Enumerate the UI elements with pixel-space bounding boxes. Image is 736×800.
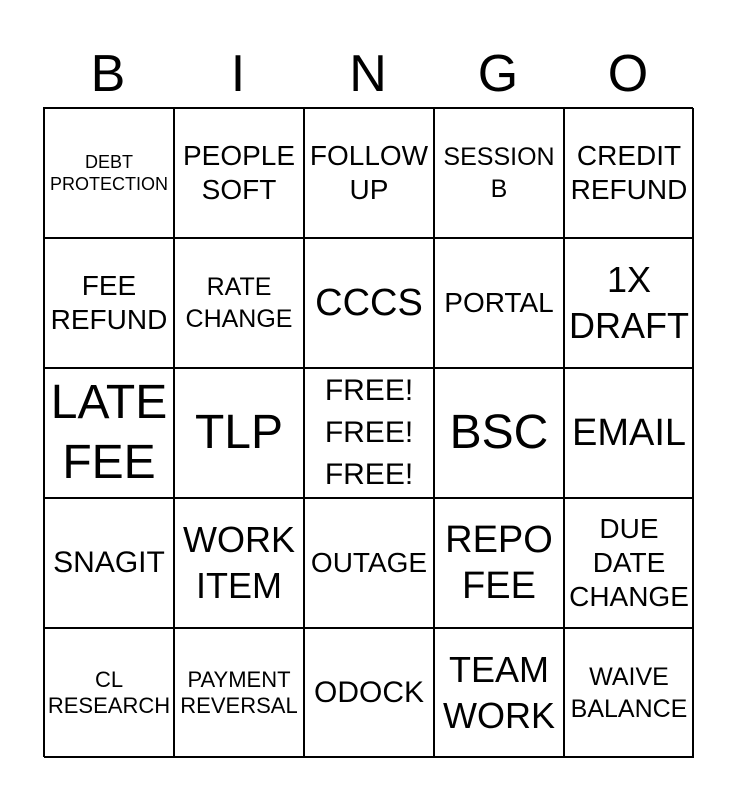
cell-label: PORTAL: [444, 287, 554, 318]
cell-label: REPO FEE: [445, 519, 553, 607]
bingo-cell[interactable]: [564, 628, 694, 758]
header-letter-g: G: [477, 45, 519, 103]
cell-label: WORK ITEM: [183, 519, 295, 606]
cell-label: RATE CHANGE: [185, 273, 293, 333]
cell-label: CCCS: [315, 282, 423, 324]
cell-label: EMAIL: [571, 412, 687, 454]
bingo-cell[interactable]: [434, 238, 564, 368]
bingo-cell[interactable]: [564, 368, 694, 498]
header-letter-n: N: [349, 45, 387, 103]
bingo-cell[interactable]: [304, 498, 434, 628]
cell-label: SESSION B: [443, 143, 555, 203]
cell-label: CREDIT REFUND: [570, 140, 688, 205]
bingo-cell[interactable]: [44, 498, 174, 628]
bingo-cell[interactable]: [304, 628, 434, 758]
cell-label: TLP: [194, 406, 284, 459]
cell-label: PEOPLE SOFT: [182, 140, 296, 205]
bingo-cell[interactable]: [434, 628, 564, 758]
cell-label: WAIVE BALANCE: [570, 663, 688, 723]
bingo-cell[interactable]: [174, 108, 304, 238]
bingo-cell[interactable]: [174, 238, 304, 368]
bingo-cell[interactable]: [434, 108, 564, 238]
bingo-cell[interactable]: [564, 498, 694, 628]
cell-label: OUTAGE: [310, 547, 428, 578]
cell-label: FOLLOW UP: [309, 140, 429, 205]
bingo-cell[interactable]: [174, 628, 304, 758]
bingo-cell[interactable]: [44, 368, 174, 498]
cell-label: FREE! FREE! FREE!: [324, 374, 414, 491]
bingo-grid: [43, 107, 693, 757]
bingo-cell[interactable]: [44, 238, 174, 368]
bingo-cell[interactable]: [44, 108, 174, 238]
header-letter-o: O: [607, 45, 649, 103]
bingo-cell[interactable]: [304, 108, 434, 238]
bingo-cell[interactable]: [434, 498, 564, 628]
bingo-cell[interactable]: [44, 628, 174, 758]
cell-label: 1X DRAFT: [569, 259, 689, 346]
cell-label: PAYMENT REVERSAL: [180, 667, 298, 718]
bingo-cell[interactable]: [174, 368, 304, 498]
cell-label: SNAGIT: [53, 546, 165, 579]
bingo-cell[interactable]: [434, 368, 564, 498]
cell-label: ODOCK: [313, 676, 424, 709]
cell-label: DUE DATE CHANGE: [569, 513, 689, 612]
cell-label: DEBT PROTECTION: [49, 152, 168, 194]
bingo-cell free-cell[interactable]: [304, 368, 434, 498]
bingo-header: [43, 40, 693, 108]
cell-label: TEAM WORK: [443, 649, 555, 736]
bingo-cell[interactable]: [174, 498, 304, 628]
bingo-cell[interactable]: [304, 238, 434, 368]
cell-label: CL RESEARCH: [47, 667, 171, 718]
cell-label: BSC: [449, 406, 549, 459]
bingo-cell[interactable]: [564, 238, 694, 368]
header-letter-b: B: [90, 45, 126, 103]
cell-label: LATE FEE: [50, 376, 168, 489]
header-letter-i: I: [230, 45, 246, 103]
cell-label: FEE REFUND: [50, 270, 168, 335]
bingo-cell[interactable]: [564, 108, 694, 238]
